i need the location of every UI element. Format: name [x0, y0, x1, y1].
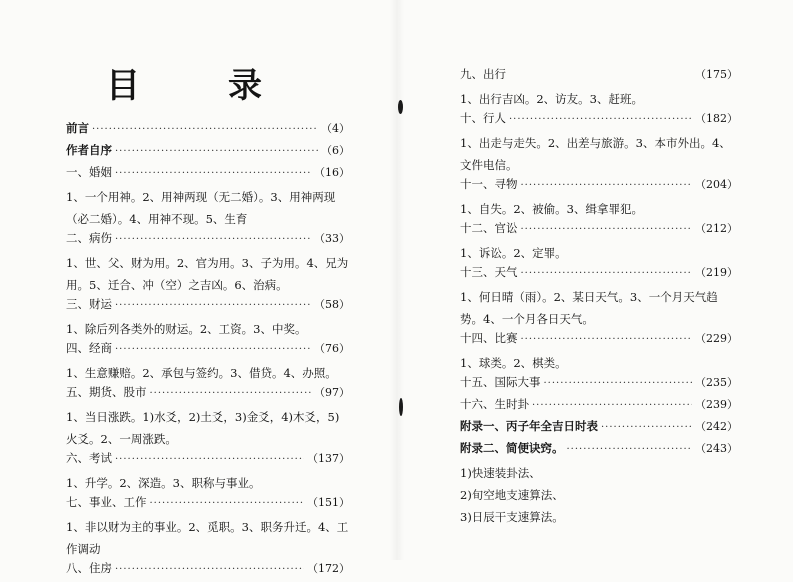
toc-entry-desc: 1、出走与走失。2、出差与旅游。3、本市外出。4、文件电信。: [460, 136, 731, 172]
toc-entry-page: （175）: [695, 68, 738, 81]
toc-entry-label: 七、事业、工作: [66, 495, 147, 509]
toc-entry-label: 十四、比赛: [460, 331, 518, 345]
toc-entry[interactable]: [460, 330, 738, 352]
toc-entry[interactable]: [460, 264, 738, 286]
toc-entry-label: 八、住房: [66, 561, 112, 575]
toc-entry-desc: 1、世、父、财为用。2、官为用。3、子为用。4、兄为用。5、迁合、冲（空）之吉凶。6、治病。: [66, 256, 349, 292]
leader-dots: [521, 268, 693, 279]
left-page: [0, 0, 396, 575]
toc-entry[interactable]: [66, 164, 350, 186]
toc-title-char-2: 录: [228, 66, 264, 106]
toc-entry-label: 十、行人: [460, 111, 506, 125]
toc-entry-desc: 1、自失。2、被偷。3、缉拿罪犯。: [460, 202, 643, 216]
leader-dots: [115, 564, 304, 575]
toc-entry-page: （182）: [695, 112, 738, 125]
leader-dots: [567, 444, 693, 455]
leader-dots: [115, 344, 311, 355]
toc-entry-page: （58）: [314, 298, 350, 311]
appendix-line: 3)日辰干支速算法。: [460, 510, 564, 524]
toc-entry[interactable]: [66, 340, 350, 362]
right-page: [396, 0, 793, 560]
leader-dots: [544, 378, 693, 389]
toc-entry[interactable]: [460, 374, 738, 396]
toc-title-char-1: 目: [106, 66, 142, 106]
toc-entry[interactable]: [460, 66, 738, 88]
leader-dots: [115, 234, 311, 245]
toc-entry[interactable]: [66, 230, 350, 252]
toc-entry-page: （235）: [695, 376, 738, 389]
leader-dots: [521, 180, 693, 191]
toc-entry[interactable]: [66, 560, 350, 582]
toc-entry[interactable]: [66, 450, 350, 472]
toc-entry-label: 前言: [66, 121, 89, 135]
toc-entry-page: （229）: [695, 332, 738, 345]
leader-dots: [150, 498, 305, 509]
leader-dots: [115, 168, 311, 179]
leader-dots: [115, 146, 318, 157]
toc-entry-label: 十六、生时卦: [460, 397, 529, 411]
toc-entry-desc: 1、当日涨跌。1)水爻，2)土爻，3)金爻，4)木爻，5)火爻。2、一周涨跌。: [66, 410, 340, 446]
toc-entry-page: （137）: [307, 452, 350, 465]
toc-entry[interactable]: [460, 220, 738, 242]
toc-entry-label: 五、期货、股市: [66, 385, 147, 399]
toc-entry-page: （33）: [314, 232, 350, 245]
toc-entry-desc: 1、除后列各类外的财运。2、工资。3、中奖。: [66, 322, 307, 336]
leader-dots: [601, 422, 692, 433]
toc-entry-label: 一、婚姻: [66, 165, 112, 179]
toc-entry-label: 九、出行: [460, 67, 506, 81]
leader-dots: [115, 300, 311, 311]
toc-entry-desc: 1、诉讼。2、定罪。: [460, 246, 567, 260]
toc-entry[interactable]: [460, 396, 738, 418]
toc-entry-page: （6）: [321, 144, 350, 157]
toc-entry-desc: 1、球类。2、棋类。: [460, 356, 567, 370]
toc-entry[interactable]: [66, 384, 350, 406]
toc-entry[interactable]: [66, 142, 350, 164]
toc-entry-desc: 1、出行吉凶。2、访友。3、赶班。: [460, 92, 643, 106]
leader-dots: [532, 400, 692, 411]
leader-dots: [92, 124, 318, 135]
toc-entry-page: （212）: [695, 222, 738, 235]
toc-entry-page: （16）: [314, 166, 350, 179]
toc-entry[interactable]: [460, 418, 738, 440]
toc-entry-page: （76）: [314, 342, 350, 355]
toc-entry[interactable]: [66, 494, 350, 516]
toc-entry-desc: 1、非以财为主的事业。2、觅职。3、职务升迁。4、工作调动: [66, 520, 349, 556]
toc-entry-label: 十五、国际大事: [460, 375, 541, 389]
toc-entry[interactable]: [66, 120, 350, 142]
toc-entry-desc: 1、何日晴（雨）。2、某日天气。3、一个月天气趋势。4、一个月各日天气。: [460, 290, 718, 326]
toc-entry-label: 十三、天气: [460, 265, 518, 279]
leader-dots: [150, 388, 312, 399]
toc-entry-label: 四、经商: [66, 341, 112, 355]
toc-entry-page: （4）: [321, 122, 350, 135]
toc-left-list: [66, 120, 350, 582]
toc-entry-label: 十一、寻物: [460, 177, 518, 191]
leader-dots: [521, 224, 693, 235]
toc-entry-page: （97）: [314, 386, 350, 399]
toc-entry-page: （204）: [695, 178, 738, 191]
toc-entry-desc: 1、升学。2、深造。3、职称与事业。: [66, 476, 261, 490]
toc-right-list: [460, 66, 738, 528]
toc-entry-page: （239）: [695, 398, 738, 411]
leader-dots: [521, 334, 693, 345]
toc-entry-label: 三、财运: [66, 297, 112, 311]
toc-entry-page: （151）: [307, 496, 350, 509]
toc-entry-page: （172）: [307, 562, 350, 575]
toc-entry-label: 十二、官讼: [460, 221, 518, 235]
toc-entry-desc: 1、一个用神。2、用神两现（无二婚）。3、用神两现（必二婚）。4、用神不现。5、生育: [66, 190, 336, 226]
toc-entry-label: 二、病伤: [66, 231, 112, 245]
toc-entry[interactable]: [460, 110, 738, 132]
toc-entry-label: 附录一、丙子年全吉日时表: [460, 419, 598, 433]
toc-entry[interactable]: [66, 296, 350, 318]
leader-dots: [509, 114, 692, 125]
toc-entry-label: 附录二、简便诀窍。: [460, 441, 564, 455]
toc-entry[interactable]: [460, 176, 738, 198]
toc-entry[interactable]: [460, 440, 738, 462]
toc-entry-label: 六、考试: [66, 451, 112, 465]
leader-dots: [115, 454, 304, 465]
toc-entry-desc: 1、生意赚赔。2、承包与签约。3、借贷。4、办照。: [66, 366, 337, 380]
appendix-line: 2)旬空地支速算法、: [460, 488, 564, 502]
toc-entry-label: 作者自序: [66, 143, 112, 157]
toc-entry-page: （243）: [695, 442, 738, 455]
appendix-line: 1)快速装卦法、: [460, 466, 541, 480]
toc-entry-page: （219）: [695, 266, 738, 279]
toc-entry-page: （242）: [695, 420, 738, 433]
